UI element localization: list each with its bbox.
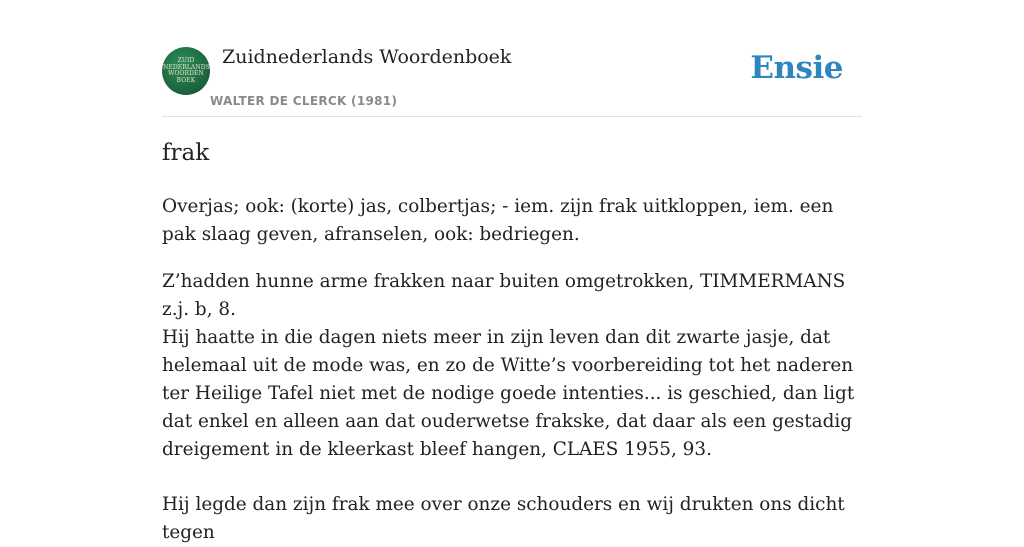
ensie-logo-link[interactable]: Ensie — [750, 50, 843, 86]
source-author: WALTER DE CLERCK (1981) — [210, 94, 398, 108]
entry-headword: frak — [162, 140, 210, 166]
entry-quote: Hij legde dan zijn frak mee over onze schouders en wij drukten ons dicht tegen — [162, 494, 845, 543]
entry-definition: Overjas; ook: (korte) jas, colbertjas; - iem. zijn frak uitkloppen, iem. een pak slaag geven, afranselen, ook: bedriegen. — [162, 196, 834, 245]
dictionary-logo[interactable] — [162, 47, 210, 95]
entry-quote: Z’hadden hunne arme frakken naar buiten omgetrokken, TIMMERMANS z.j. b, 8. — [162, 271, 846, 320]
logo-text: ZUID NEDERLANDS WOORDEN BOEK — [163, 57, 210, 84]
source-title[interactable]: Zuidnederlands Woordenboek — [222, 46, 512, 68]
source-header — [162, 0, 862, 117]
page-container — [162, 0, 862, 543]
entry-quote: Hij haatte in die dagen niets meer in zijn leven dan dit zwarte jasje, dat helemaal uit de mode was, en zo de Witte’s voorbereiding tot het naderen ter Heilige Tafel niet met de nodige goede intenties... is geschied, dan ligt dat enkel en alleen aan dat ouderwetse frakske, dat daar als een gestadig dreigement in de kleerkast bleef hangen, CLAES 1955, 93. — [162, 327, 855, 460]
